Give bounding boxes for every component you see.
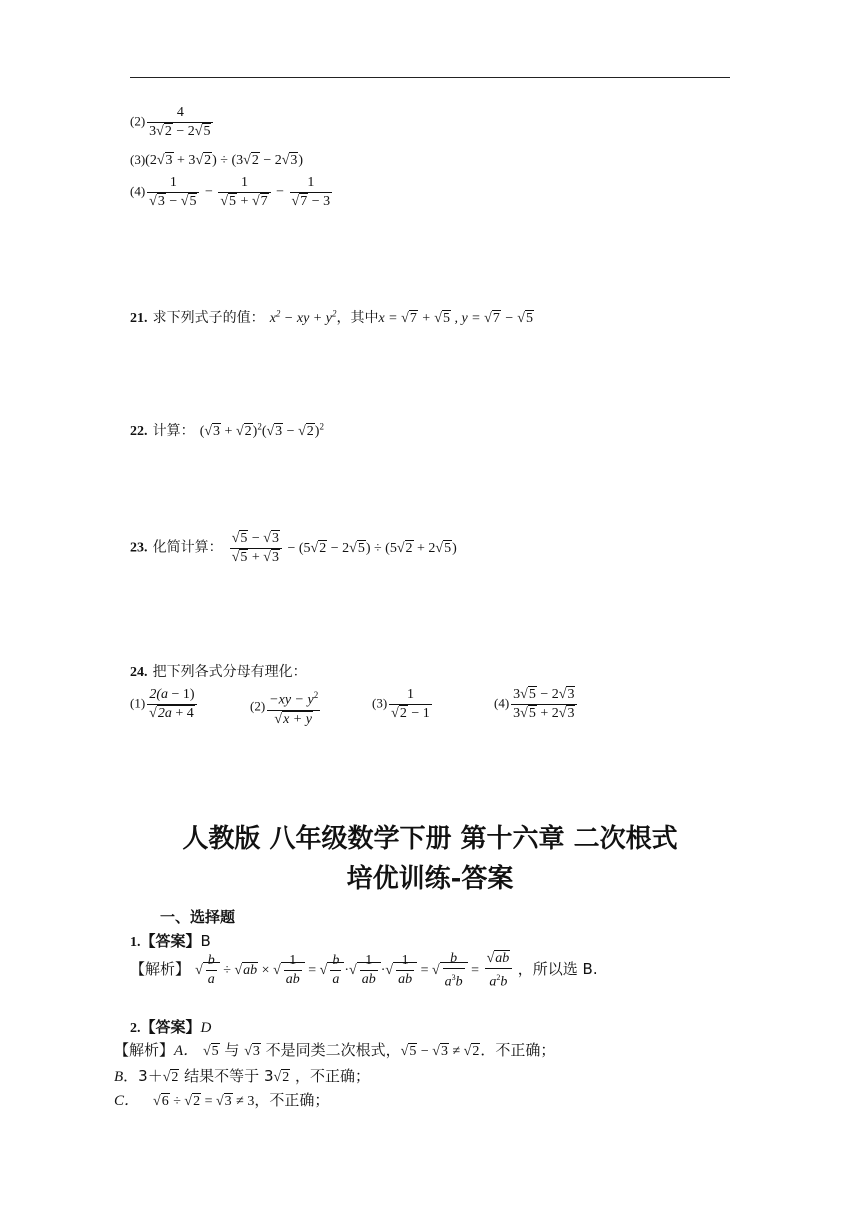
answer-title-line2: 培优训练-答案	[346, 864, 514, 894]
answer-number: 2.	[130, 1021, 141, 1036]
answer-1	[130, 930, 211, 951]
explanation-expression: √ $\frac{b}{a}$ ÷ √ ab × √ $\frac{1}{ab}$ = √ $\frac{b}{a}$ · √ $\frac{1}{ab}$ · √ $\frac{1}{ab}$ = √ $\frac{b}{a^3b}$ = √ $\frac{ab}{a^2b}$	[195, 963, 518, 978]
answer-number: 1.	[130, 935, 141, 950]
question-23	[130, 530, 457, 567]
section-heading: 一、选择题	[160, 908, 236, 926]
question-number: 24.	[130, 665, 148, 680]
answer-2-line-c: C．√ 6 ÷ √ 2 = √ 3 ≠ 3，不正确；	[114, 1089, 329, 1110]
question-text: 求下列式子的值：	[152, 310, 265, 326]
q24-item-3: (3) 1 √ 2 − 1	[372, 686, 434, 723]
question-text: 化简计算：	[152, 539, 223, 556]
question-expression: √ 5 − √ 3 √ 5 + √ 3 − (5√ 2 − 2√ 5) ÷ (5√ 2 + 2√ 5)	[228, 541, 457, 556]
question-expression: (√ 3 + √ 2)$^2$(√ 3 − √ 2)$^2$	[200, 424, 324, 439]
answer-1-explanation	[130, 950, 598, 992]
question-number: 21.	[130, 311, 148, 326]
condition-text: ，其中	[336, 310, 379, 326]
item-label: (3)	[130, 152, 146, 167]
fraction-numerator: 4	[176, 105, 184, 120]
question-21	[130, 307, 534, 327]
option-label: C．	[114, 1093, 140, 1109]
option-label: A．	[174, 1043, 199, 1059]
item-label: (3)	[372, 695, 388, 711]
answer-2-line-a: 【解析】A． √ 5 与 √ 3 不是同类二次根式，√ 5 − √ 3 ≠ √ 2．不正确；	[114, 1039, 555, 1060]
answer-title-line1: 人教版 八年级数学下册 第十六章 二次根式	[182, 824, 678, 854]
item-label: (2)	[250, 698, 266, 714]
header-rule	[130, 77, 730, 78]
answer-value: D	[200, 1020, 212, 1036]
answer-2	[130, 1016, 211, 1037]
question-text: 把下列各式分母有理化：	[152, 664, 307, 680]
item-label: (4)	[494, 695, 510, 711]
q20-item-2	[130, 104, 215, 141]
question-expression: $x^2$ − xy + $y^2$	[269, 308, 337, 326]
question-24	[130, 661, 307, 681]
fraction-denominator: 3√ 2 − 2√ 5	[147, 122, 213, 141]
explanation-tag: 【解析】	[130, 960, 191, 979]
line-tail: ，不正确；	[254, 1091, 330, 1109]
answer-value: B	[200, 932, 211, 950]
q24-item-2: (2) $-xy - y^2$ √ x + y	[250, 686, 322, 729]
item-label: (1)	[130, 695, 146, 711]
q20-item-3: (3)(2√ 3 + 3√ 2) ÷ (3√ 2 − 2√ 3)	[130, 152, 303, 169]
explanation-tag: 【解析】	[114, 1041, 175, 1059]
answer-tag: 【答案】	[140, 1018, 201, 1036]
item-label: (4)	[130, 183, 146, 199]
question-number: 23.	[130, 540, 148, 556]
q20-item-4: (4) 1 √ 3 − √ 5 − 1 √ 5 + √ 7 − 1 √ 7 − 3	[130, 174, 334, 211]
item-label: (2)	[130, 113, 146, 129]
question-number: 22.	[130, 424, 148, 439]
answer-tag: 【答案】	[140, 932, 201, 950]
condition-expression: x = √ 7 + √ 5 , y = √ 7 − √ 5	[378, 311, 534, 326]
answer-2-line-b: B．3＋√ 2 结果不等于 3√ 2 ，不正确；	[114, 1065, 370, 1086]
explanation-tail: ，所以选 B.	[517, 960, 598, 979]
q24-item-4: (4) $\frac{3√ 5 - 2√ 3}{3√ 5 + 2√ 3}$	[494, 686, 579, 723]
q24-item-1: (1) 2(a − 1) √ 2a + 4	[130, 686, 199, 723]
question-22	[130, 420, 324, 440]
question-text: 计算：	[152, 423, 195, 439]
